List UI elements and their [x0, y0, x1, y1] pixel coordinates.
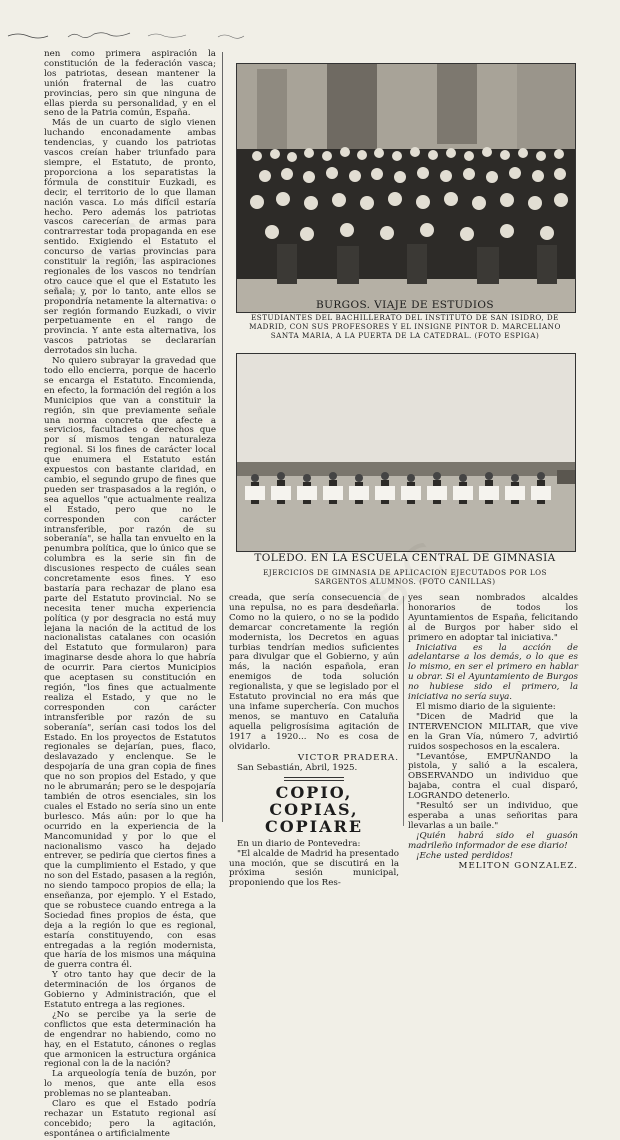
right-paragraph: El mismo diario de la siguiente: — [416, 701, 556, 712]
middle-column-article — [229, 593, 399, 889]
left-paragraph: Y otro tanto hay que decir de la determinación de los órganos de Gobierno y Administración, que el Estatuto entrega a las regiones. — [44, 970, 216, 1010]
left-paragraph: No quiero subrayar la gravedad que todo ello encierra, porque de hacerlo se encarga el Estatuto. Encomienda, en efecto, la formación del región a los Municipios que van a constituir la región, sin que previamente señale una norma concreta que afecte a servicios, facultades o derechos que por sí mismos tengan naturaleza regional. Si los fines de carácter local que enumera el Estatuto están expuestos con bastante claridad, en cambio, el segundo grupo de fines que pueden ser traspasados a la región, o sea aquellos "que actualmente realiza el Estado, pero que no le corresponden con carácter intransferible, por razón de su soberanía", se halla tan envuelto en la penumbra política, que lo único que se columbra es la serie sin fin de discusiones respecto de cuáles sean concretamente esos fines. Y eso bastaría para rechazar de plano esa parte del Estatuto provincial. No se necesita tener mucha experiencia política (y por desgracia no está muy lejana la nación de la actitud de los nacionalistas catalanes con ocasión del Estatuto que formularon) para imaginarse desde ahora lo que habría de ocurrir. Para ciertos Municipios que aceptasen su constitución en región, "los fines que actualmente realiza el Estado, y que no le corresponden con carácter intransferible por razón de su soberanía", serían casi todos los del Estado. En los proyectos de Estatutos regionales se dejarían, pues, flaco, deslavazado y enclenque. Se le despojaría de una gran copia de fines que no son propios del Estado, y que no le abrumarán; pero se le despojaría también de otros esenciales, sin los cuales el Estado no sería sino un ente burlesco. Más aún: por lo que ha ocurrido en la experiencia de la Mancomunidad y por lo que el nacionalismo vasco ha dejado entrever, se pediría que ciertos fines a que la cumplimiento el Estado, y que no son del Estado, pasasen a la región, no siendo tampoco propios de ella; la enseñanza, por ejemplo. Y el Estado, que se robustece cuando entrega a la Sociedad fines propios de ésta, que deja a la región lo que es regional, estaría constituyendo, con esas entregadas a la región modernista, que haría de los mismos una máquina de guerra contra él. — [44, 356, 216, 971]
toledo-gymnastics-photo — [236, 353, 576, 552]
right-paragraph: ¡Eche usted perdidos! — [416, 850, 514, 861]
middle-paragraph: "El alcalde de Madrid ha presentado una moción, que se discutirá en la próxima sesión municipal, proponiendo que los Res- — [229, 848, 399, 889]
burgos-group-photo — [236, 63, 576, 313]
column-divider — [403, 596, 404, 826]
article-dateline: San Sebastián, Abril, 1925. — [237, 763, 358, 774]
middle-paragraph: En un diario de Pontevedra: — [237, 838, 361, 849]
column-divider — [222, 52, 223, 822]
right-paragraph: Iniciativa es la acción de adelantarse a los demás, o lo que es lo mismo, en ser el primero en hablar u obrar. Si el Ayuntamiento de Burgos no hubiese sido el primero, la iniciativa no sería suya. — [408, 642, 578, 703]
headline-line-2: COPIARE — [264, 816, 364, 836]
right-paragraph: "Dicen de Madrid que la INTERVENCION MILITAR, que vive en la Gran Vía, número 7, advirtió ruidos sospechosos en la escalera. — [408, 711, 578, 752]
headline-line-1: COPIO, COPIAS, — [269, 783, 359, 820]
left-paragraph: La arqueología tenía de buzón, por lo menos, que ante ella esos problemas no se planteaban. — [44, 1069, 216, 1100]
toledo-photo-title: TOLEDO. EN LA ESCUELA CENTRAL DE GIMNASIA — [254, 552, 556, 564]
left-paragraph: Claro es que el Estado podría rechazar un Estatuto regional así concebido; pero la agitación, espontánea o artificialmente — [44, 1099, 216, 1139]
right-paragraph: "Resultó ser un individuo, que esperaba a unas señoritas para llevarlas a un baile." — [408, 801, 578, 831]
copio-headline — [229, 785, 399, 835]
left-paragraph: Más de un cuarto de siglo vienen luchando enconadamente ambas tendencias, y cuando los patriotas vascos creían haber triunfado para siempre, el Estatuto, de pronto, proporciona a los separatistas la fórmula de constituir Euzkadi, es decir, el territorio de lo que llaman nación vasca. Lo más difícil estaría hecho. Pero además los patriotas vascos carecerían de armas para contrarrestar toda propaganda en ese sentido. Exigiendo el Estatuto el concurso de varias provincias para constituir la región, las aspiraciones regionales de los vascos no tendrían otro cauce que el que el Estatuto les señala; y, por lo tanto, ante ellos se propondría netamente la alternativa: o ser región formando Euzkadi, o vivir perpetuamente en el rango de provincia. Y ante esta alternativa, los vascos patriotas se declararían derrotados sin lucha. — [44, 118, 216, 357]
right-paragraph: "Levantóse, EMPUÑANDO la pistola, y salió a la escalera, OBSERVANDO un individuo que bajaba, contra el cual disparó, LOGRANDO detenerlo. — [408, 751, 578, 802]
burgos-photo-title: BURGOS. VIAJE DE ESTUDIOS — [316, 299, 494, 311]
left-paragraph: nen como primera aspiración la constitución de la federación vasca; los patriotas, desean mantener la unión fraternal de las cuatro provincias, pero sin que ninguna de ellas pierda su personalidad, y en el seno de la Patria común, España. — [44, 49, 216, 119]
left-column-article — [44, 49, 216, 1139]
section-ornament — [284, 777, 344, 781]
left-paragraph: ¿No se percibe ya la serie de conflictos que esta determinación ha de engendrar no habiendo, como no hay, en el Estatuto, cánones o reglas que armonicen la estructura orgánica regional con la de la nación? — [44, 1009, 216, 1070]
toledo-photo-caption: EJERCICIOS DE GIMNASIA DE APLICACION EJECUTADOS POR LOS SARGENTOS ALUMNOS. (FOTO CANILLAS) — [263, 568, 547, 586]
burgos-photo-caption: ESTUDIANTES DEL BACHILLERATO DEL INSTITUTO DE SAN ISIDRO, DE MADRID, CON SUS PROFESORES Y EL INSIGNE PINTOR D. MARCELIANO SANTA MARIA, A LA PUERTA DE LA CATEDRAL. (FOTO ESPIGA) — [249, 313, 561, 340]
right-column-article — [408, 593, 578, 872]
right-paragraph: yes sean nombrados alcaldes honorarios de todos los Ayuntamientos de España, felicitando al de Burgos por haber sido el primero en adoptar tal iniciativa." — [408, 593, 578, 643]
header-scribble — [8, 28, 308, 42]
author-signature-pradera: VICTOR PRADERA. — [297, 752, 399, 763]
author-signature-gonzalez: MELITON GONZALEZ. — [458, 861, 578, 872]
right-paragraph: ¡Quién habrá sido el guasón madrileño informador de ese diario! — [408, 830, 578, 851]
middle-paragraph: creada, que sería consecuencia de una repulsa, no es para desdeñarla. Como no la quiero, o no se la podido demarcar concretamente la región modernista, los Decretos en aguas turbias tendrían medios suficientes para divulgar que el Gobierno, y aún más, la nación española, eran enemigos de toda solución regionalista, y que se legislado por el Estatuto provincial no era más que una infame superchería. Con muchos menos, se mantuvo en Cataluña aquella peligrosísima agitación de 1917 a 1920... No es cosa de olvidarlo. — [229, 593, 399, 752]
